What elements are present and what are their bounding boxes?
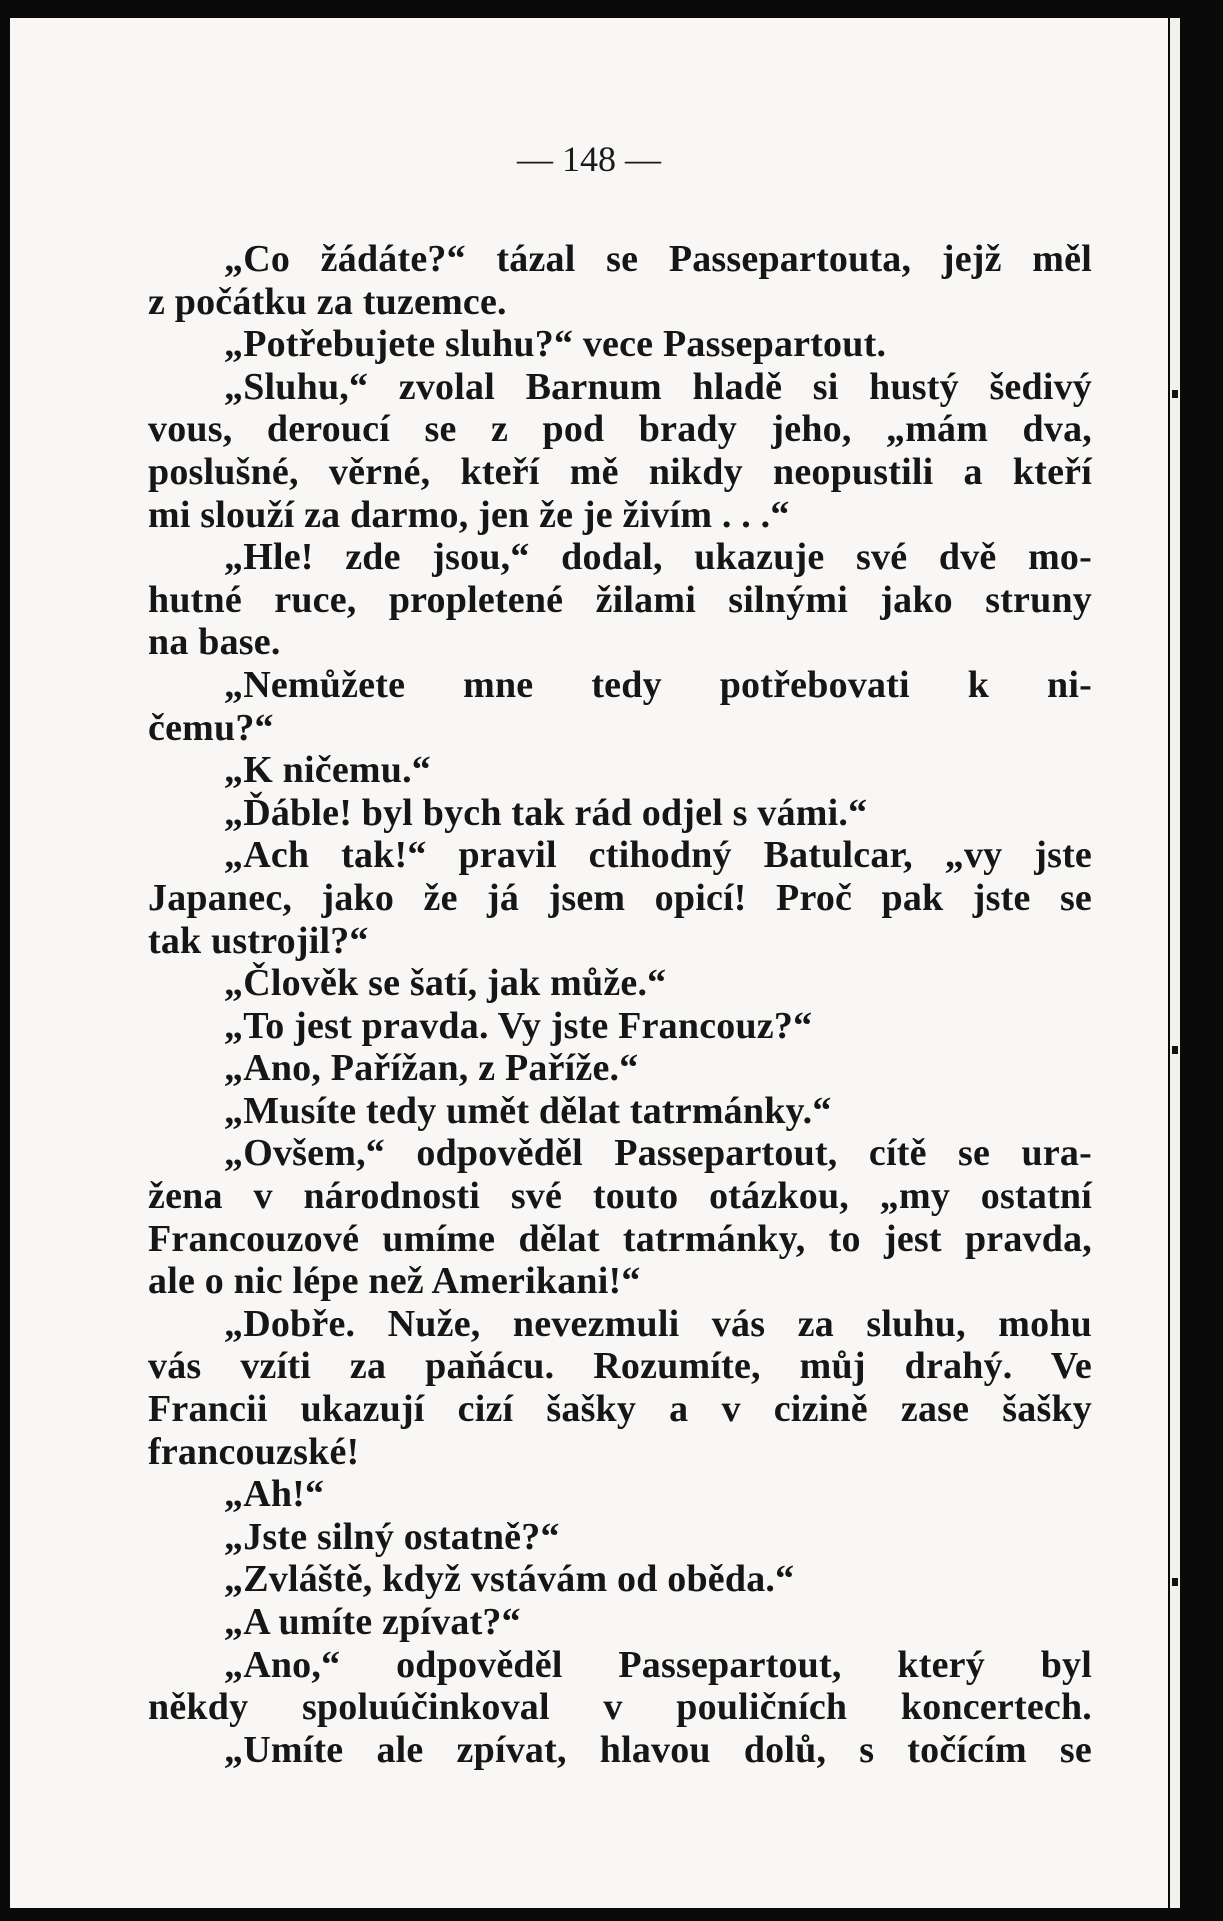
text-line: „Hle! zde jsou,“ dodal, ukazuje své dvě mo- bbox=[224, 536, 1092, 579]
text-line: vás vzíti za paňácu. Rozumíte, můj drahý. Ve bbox=[148, 1345, 1092, 1388]
text-line: „A umíte zpívat?“ bbox=[224, 1601, 521, 1643]
text-line: vous, deroucí se z pod brady jeho, „mám dva, bbox=[148, 408, 1092, 451]
text-line: čemu?“ bbox=[148, 706, 274, 749]
text-line: žena v národnosti své touto otázkou, „my ostatní bbox=[148, 1175, 1092, 1218]
edge-mark bbox=[1172, 1046, 1178, 1054]
text-line: „Musíte tedy umět dělat tatrmánky.“ bbox=[224, 1089, 832, 1132]
text-line: poslušné, věrné, kteří mě nikdy neopustili a kteří bbox=[148, 450, 1092, 493]
text-line: „To jest pravda. Vy jste Francouz?“ bbox=[224, 1004, 813, 1047]
text-line: „Ano,“ odpověděl Passepartout, který byl bbox=[224, 1643, 1092, 1686]
text-line: hutné ruce, propletené žilami silnými jako struny bbox=[148, 578, 1092, 621]
text-line: „Zvláště, když vstávám od oběda.“ bbox=[224, 1558, 795, 1601]
text-line: „Nemůžete mne tedy potřebovati k ni- bbox=[224, 663, 1092, 706]
text-line: z počátku za tuzemce. bbox=[148, 280, 507, 323]
text-line: mi slouží za darmo, jen že je živím . . .“ bbox=[148, 493, 790, 536]
text-line: „Co žádáte?“ tázal se Passepartouta, jejž měl bbox=[224, 238, 1092, 280]
text-line: „Jste silný ostatně?“ bbox=[224, 1515, 560, 1558]
text-line: „Člověk se šatí, jak může.“ bbox=[224, 962, 667, 1005]
text-line: Francii ukazují cizí šašky a v cizině zase šašky bbox=[148, 1388, 1092, 1431]
book-page bbox=[10, 18, 1168, 1908]
text-line: Francouzové umíme dělat tatrmánky, to jest pravda, bbox=[148, 1217, 1092, 1260]
text-line: „Ďáble! byl bych tak rád odjel s vámi.“ bbox=[224, 791, 868, 834]
text-line: na base. bbox=[148, 621, 281, 664]
text-line: „Dobře. Nuže, nevezmuli vás za sluhu, mohu bbox=[224, 1302, 1092, 1345]
edge-mark bbox=[1172, 390, 1178, 398]
text-line: Japanec, jako že já jsem opicí! Proč pak jste se bbox=[148, 876, 1092, 919]
text-line: „Ach tak!“ pravil ctihodný Batulcar, „vy jste bbox=[224, 834, 1092, 877]
text-line: „Ano, Pařížan, z Paříže.“ bbox=[224, 1047, 639, 1090]
page-text bbox=[148, 238, 1092, 1771]
text-line: tak ustrojil?“ bbox=[148, 919, 369, 962]
text-line: francouzské! bbox=[148, 1430, 360, 1473]
edge-mark bbox=[1172, 1578, 1178, 1586]
text-line: „Ovšem,“ odpověděl Passepartout, cítě se ura- bbox=[224, 1132, 1092, 1175]
text-line: někdy spoluúčinkoval v pouličních koncertech. bbox=[148, 1686, 1092, 1729]
text-line: „Sluhu,“ zvolal Barnum hladě si hustý šedivý bbox=[224, 365, 1092, 408]
text-line: ale o nic lépe než Amerikani!“ bbox=[148, 1260, 641, 1303]
text-line: „K ničemu.“ bbox=[224, 749, 431, 792]
text-line: „Potřebujete sluhu?“ vece Passepartout. bbox=[224, 323, 887, 366]
page-number: — 148 — bbox=[517, 139, 661, 179]
text-line: „Umíte ale zpívat, hlavou dolů, s točícím se bbox=[224, 1728, 1092, 1771]
text-line: „Ah!“ bbox=[224, 1473, 325, 1516]
adjacent-page-edge bbox=[1170, 18, 1180, 1908]
